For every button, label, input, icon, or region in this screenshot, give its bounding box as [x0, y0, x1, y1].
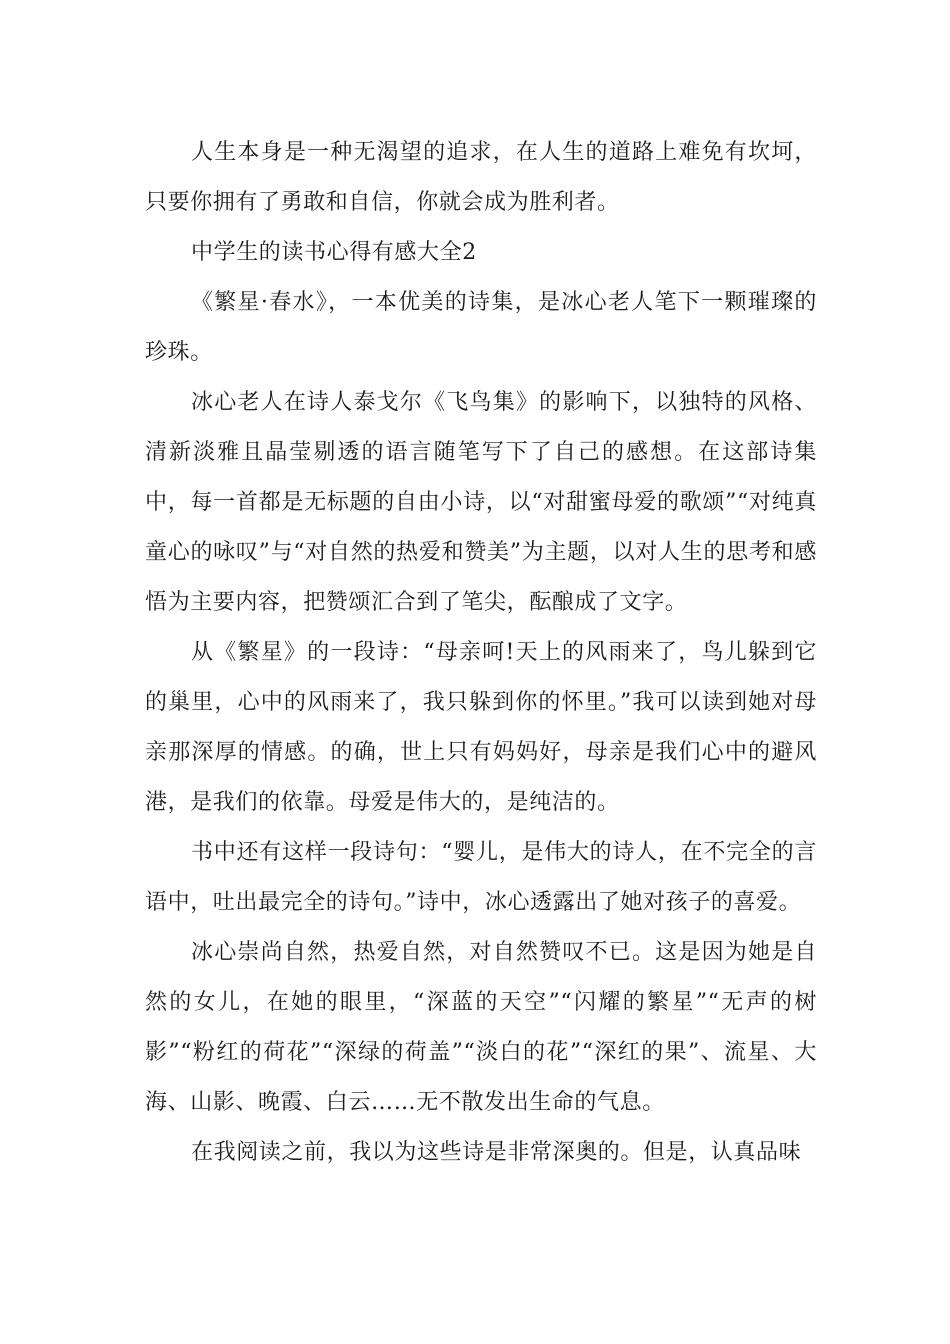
paragraph: 人生本身是一种无渴望的追求，在人生的道路上难免有坎坷，只要你拥有了勇敢和自信，你就会成为胜利者。 [145, 140, 817, 215]
paragraph: 冰心崇尚自然，热爱自然，对自然赞叹不已。这是因为她是自然的女儿，在她的眼里，“深蓝的天空”“闪耀的繁星”“无声的树影”“粉红的荷花”“深绿的荷盖”“淡白的花”“深红的果”、流星、大海、山影、晚霞、白云……无不散发出生命的气息。 [145, 940, 817, 1115]
paragraph: 在我阅读之前，我以为这些诗是非常深奥的。但是，认真品味 [191, 1140, 802, 1165]
section-heading: 中学生的读书心得有感大全2 [191, 240, 477, 265]
paragraph: 《繁星·春水》，一本优美的诗集，是冰心老人笔下一颗璀璨的珍珠。 [145, 290, 817, 365]
paragraph: 书中还有这样一段诗句：“婴儿，是伟大的诗人，在不完全的言语中，吐出最完全的诗句。”诗中，冰心透露出了她对孩子的喜爱。 [145, 840, 817, 915]
paragraph: 冰心老人在诗人泰戈尔《飞鸟集》的影响下，以独特的风格、清新淡雅且晶莹剔透的语言随笔写下了自己的感想。在这部诗集中，每一首都是无标题的自由小诗，以“对甜蜜母爱的歌颂”“对纯真童心的咏叹”与“对自然的热爱和赞美”为主题，以对人生的思考和感悟为主要内容，把赞颂汇合到了笔尖，酝酿成了文字。 [145, 390, 817, 615]
document-body [145, 128, 817, 1178]
paragraph: 从《繁星》的一段诗：“母亲呵!天上的风雨来了，鸟儿躲到它的巢里，心中的风雨来了，我只躲到你的怀里。”我可以读到她对母亲那深厚的情感。的确，世上只有妈妈好，母亲是我们心中的避风港，是我们的依靠。母爱是伟大的，是纯洁的。 [145, 640, 817, 815]
